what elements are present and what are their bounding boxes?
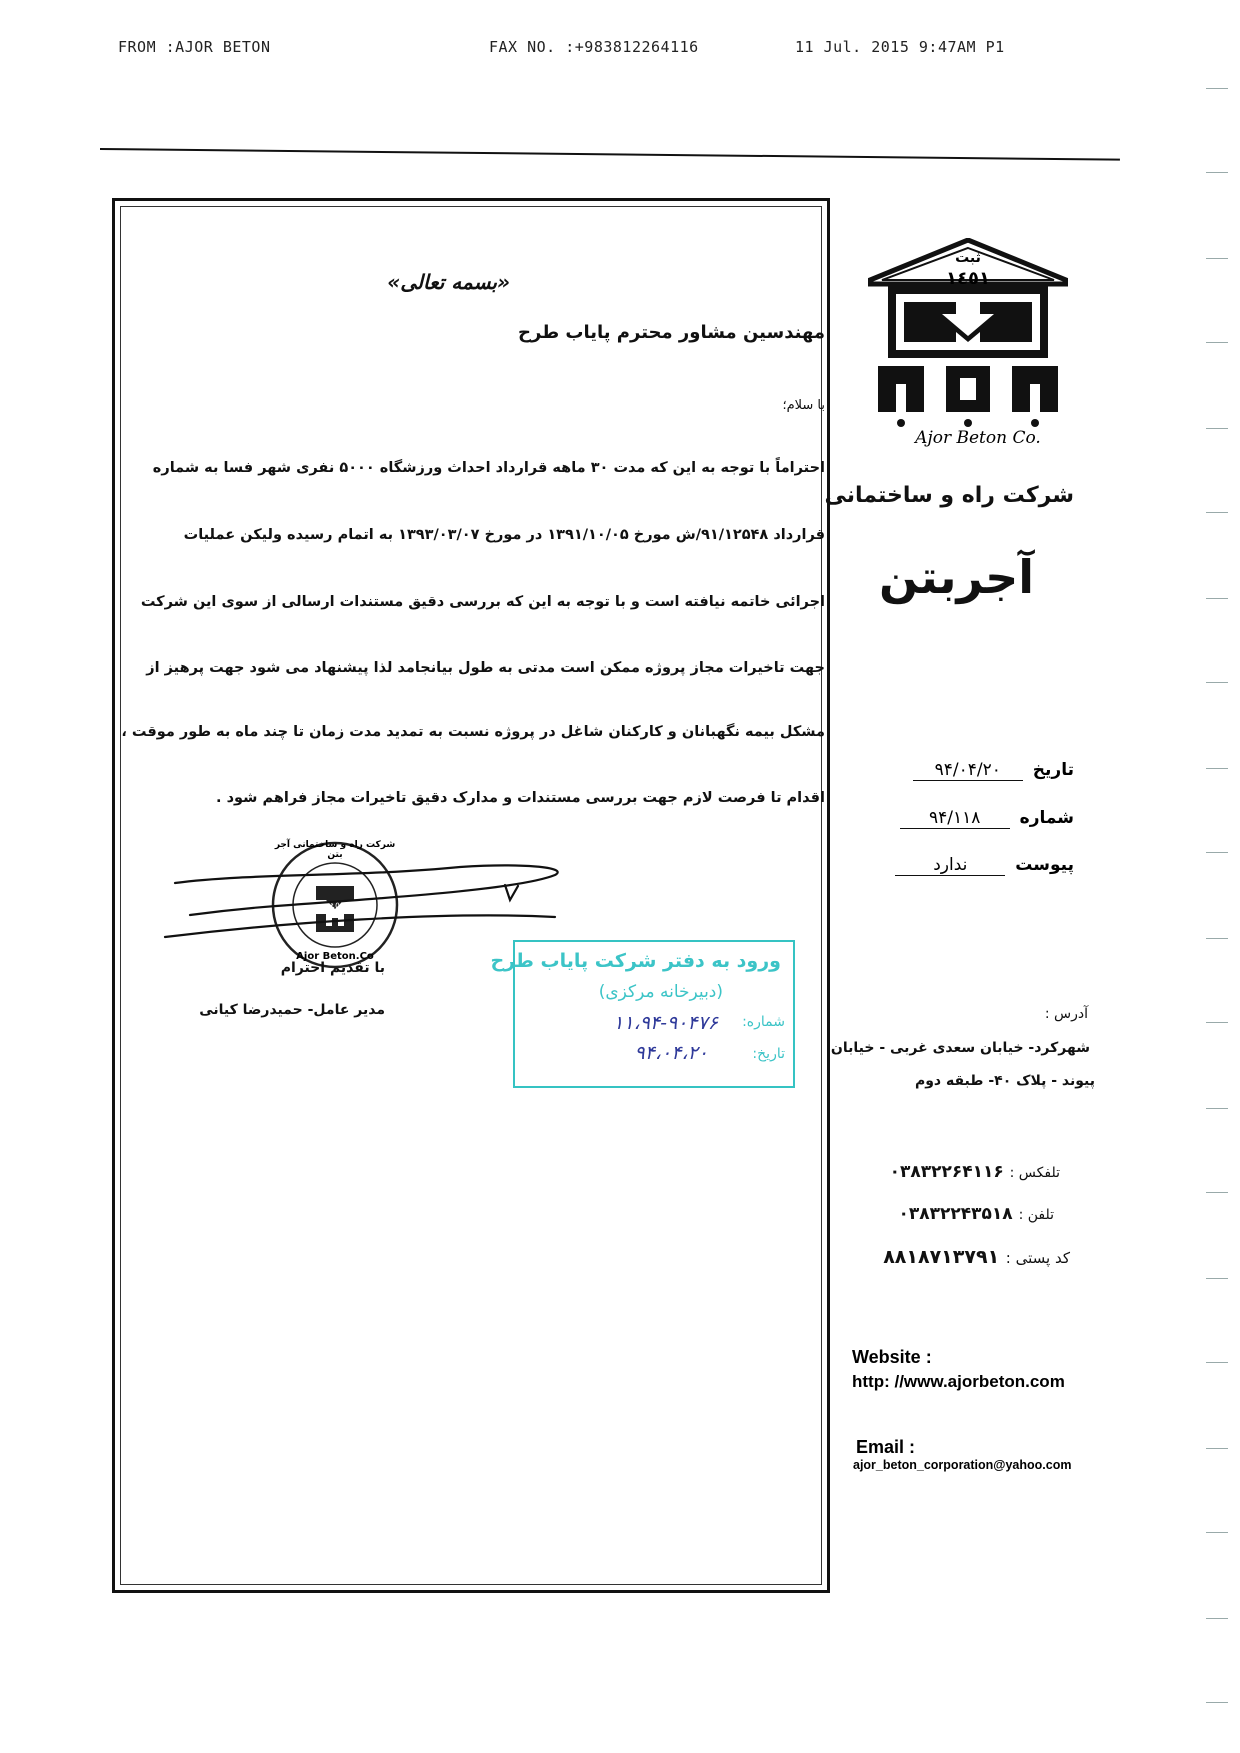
meta-number-value: ۹۴/۱۱۸ — [900, 808, 1010, 829]
signer: مدیر عامل- حمیدرضا کیانی — [199, 1002, 385, 1018]
company-type: شرکت راه و ساختمانی — [824, 483, 1074, 508]
scan-mark — [1206, 258, 1228, 259]
phone-contact-label: تلفن : — [1018, 1207, 1054, 1223]
fax-from: FROM :AJOR BETON — [118, 38, 271, 56]
scan-mark — [1206, 768, 1228, 769]
meta-date — [913, 760, 1074, 781]
body-line-2: قرارداد ۹۱/۱۲۵۴۸/ش مورخ ۱۳۹۱/۱۰/۰۵ در مورخ ۱۳۹۳/۰۳/۰۷ به اتمام رسیده ولیکن عملیات — [183, 527, 825, 543]
scan-mark — [1206, 938, 1228, 939]
scan-mark — [1206, 1108, 1228, 1109]
email-link[interactable]: ajor_beton_corporation@yahoo.com — [853, 1458, 1072, 1472]
meta-date-value: ۹۴/۰۴/۲۰ — [913, 760, 1023, 781]
address-label: آدرس : — [1044, 1006, 1088, 1022]
scan-mark — [1206, 428, 1228, 429]
body-line-1: احتراماً با توجه به این که مدت ۳۰ ماهه قرارداد احداث ورزشگاه ۵۰۰۰ نفری شهر فسا به شماره — [152, 460, 825, 476]
recipient: مهندسین مشاور محترم پایاب طرح — [518, 322, 825, 343]
logo-registration-label: ثبت — [955, 250, 981, 266]
address-line-2: پیوند - پلاک ۴۰- طبقه دوم — [914, 1073, 1095, 1089]
received-stamp — [490, 940, 795, 1088]
meta-number-label: شماره — [1019, 808, 1074, 828]
logo-script-name: Ajor Beton Co. — [915, 428, 1041, 448]
phone-contact — [899, 1204, 1055, 1224]
scan-mark — [1206, 512, 1228, 513]
fax-number: FAX NO. :+983812264116 — [489, 38, 699, 56]
phone-contact-value: ۰۳۸۳۲۲۴۳۵۱۸ — [898, 1204, 1013, 1224]
meta-attachment-label: پیوست — [1015, 855, 1074, 875]
scan-mark — [1206, 88, 1228, 89]
meta-attachment — [895, 855, 1074, 876]
closing: با تقدیم احترام — [280, 960, 385, 976]
company-name: آجربتن — [879, 550, 1034, 604]
scan-mark — [1206, 172, 1228, 173]
signature — [160, 845, 570, 945]
scan-mark — [1206, 1362, 1228, 1363]
company-seal-latin: Ajor Beton.Co — [296, 951, 374, 962]
scan-mark — [1206, 1618, 1228, 1619]
svg-text:١٤٥١: ١٤٥١ — [325, 901, 345, 911]
greeting: با سلام؛ — [782, 398, 825, 413]
scan-mark — [1206, 1278, 1228, 1279]
fax-contact-label: تلفکس : — [1009, 1165, 1060, 1181]
invocation: «بسمه تعالی» — [387, 270, 510, 294]
scan-mark — [1206, 342, 1228, 343]
scan-mark — [1206, 1192, 1228, 1193]
body-line-4: جهت تاخیرات مجاز پروژه ممکن است مدتی به طول بیانجامد لذا پیشنهاد می شود جهت پرهیز از — [146, 660, 825, 676]
body-line-6: اقدام تا فرصت لازم جهت بررسی مستندات و مدارک دقیق تاخیرات مجاز فراهم شود . — [216, 790, 825, 806]
received-stamp-title: ورود به دفتر شرکت پایاب طرح — [490, 950, 781, 972]
postal-contact-label: کد پستی : — [1005, 1249, 1070, 1267]
scan-mark — [1206, 682, 1228, 683]
received-stamp-date-value: ۹۴،۰۴،۲۰ — [634, 1042, 708, 1064]
scan-mark — [1206, 1702, 1228, 1703]
logo-registration-number: ١٤٥١ — [946, 268, 990, 289]
scan-mark — [1206, 1448, 1228, 1449]
postal-contact-value: ۸۸۱۸۷۱۳۷۹۱ — [883, 1246, 1000, 1268]
top-rule — [100, 148, 1120, 161]
received-stamp-number-label: شماره: — [742, 1014, 785, 1030]
meta-attachment-value: ندارد — [895, 855, 1005, 876]
email-label: Email : — [856, 1437, 916, 1457]
scan-mark — [1206, 852, 1228, 853]
fax-datetime: 11 Jul. 2015 9:47AM P1 — [795, 38, 1005, 56]
company-logo — [868, 238, 1068, 458]
body-line-3: اجرائی خاتمه نیافته است و با توجه به این که بررسی دقیق مستندات ارسالی از سوی این شرکت — [140, 594, 825, 610]
address-line-1: شهرکرد- خیابان سعدی غربی - خیابان — [830, 1040, 1090, 1056]
meta-date-label: تاریخ — [1032, 760, 1074, 780]
received-stamp-number-value: ۱۱،۹۴-۹۰۴۷۶ — [613, 1012, 718, 1034]
company-seal-text: شرکت راه و ساختمانی آجر بتن — [274, 840, 396, 860]
body-line-5: مشکل بیمه نگهبانان و کارکنان شاغل در پروژه نسبت به تمدید مدت زمان تا چند ماه به طور موقت ، — [121, 724, 825, 740]
scan-mark — [1206, 1532, 1228, 1533]
postal-contact — [883, 1246, 1070, 1268]
received-stamp-subtitle: (دبیرخانه مرکزی) — [598, 982, 723, 1002]
fax-contact-value: ۰۳۸۳۲۲۶۴۱۱۶ — [889, 1162, 1004, 1182]
received-stamp-date-label: تاریخ: — [752, 1046, 785, 1062]
scan-mark — [1206, 1022, 1228, 1023]
website-label: Website : — [852, 1347, 932, 1367]
meta-number — [900, 808, 1074, 829]
scan-mark — [1206, 598, 1228, 599]
fax-contact — [890, 1162, 1060, 1182]
company-logo-icon — [868, 238, 1068, 428]
website-link[interactable]: http: //www.ajorbeton.com — [852, 1372, 1065, 1391]
